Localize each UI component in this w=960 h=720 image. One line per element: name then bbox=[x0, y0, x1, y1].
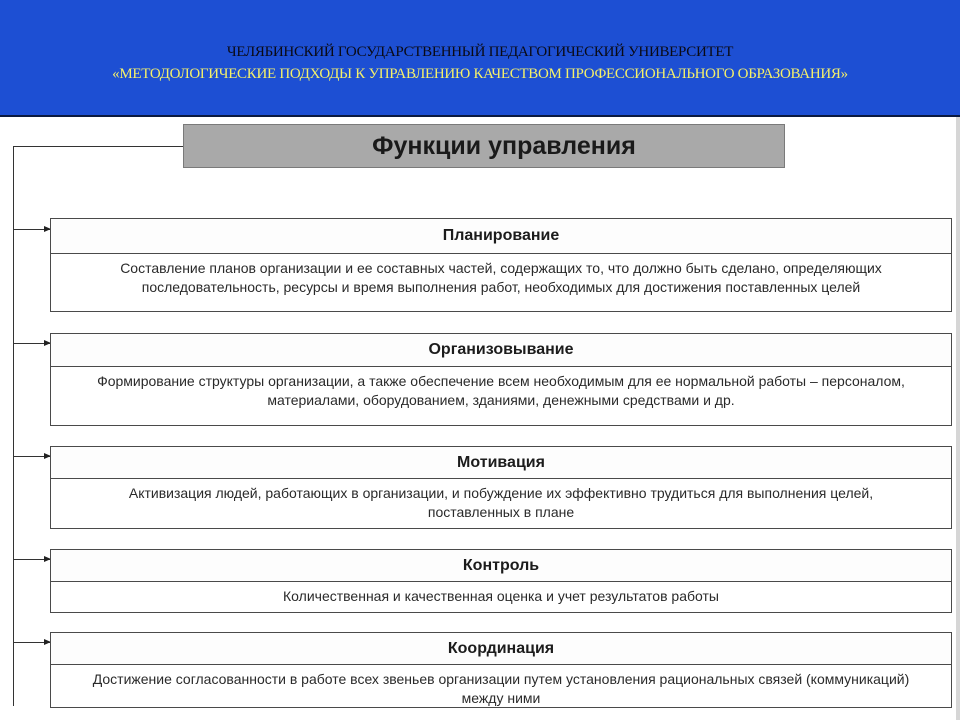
function-box-motivation bbox=[50, 446, 952, 529]
function-title: Координация bbox=[51, 633, 951, 665]
university-name: ЧЕЛЯБИНСКИЙ ГОСУДАРСТВЕННЫЙ ПЕДАГОГИЧЕСКИЙ УНИВЕРСИТЕТ bbox=[226, 44, 734, 60]
function-description: Составление планов организации и ее составных частей, содержащих то, что должно быть сделано, определяющих последовательность, ресурсы и время выполнения работ, необходимых для достижения поставленных целей bbox=[120, 260, 882, 295]
function-box-control bbox=[50, 549, 952, 613]
function-description: Формирование структуры организации, а также обеспечение всем необходимым для ее нормальной работы – персоналом, материалами, оборудованием, зданиями, денежными средствами и др. bbox=[97, 373, 905, 408]
arrow-icon bbox=[13, 343, 50, 344]
diagram-title: Функции управления bbox=[372, 131, 636, 160]
function-title: Контроль bbox=[51, 550, 951, 582]
course-title: «МЕТОДОЛОГИЧЕСКИЕ ПОДХОДЫ К УПРАВЛЕНИЮ КАЧЕСТВОМ ПРОФЕССИОНАЛЬНОГО ОБРАЗОВАНИЯ» bbox=[112, 66, 848, 82]
function-title: Планирование bbox=[51, 219, 951, 254]
function-description: Активизация людей, работающих в организации, и побуждение их эффективно трудиться для выполнения целей, поставленных в плане bbox=[128, 485, 874, 520]
function-box-organizing bbox=[50, 333, 952, 426]
connector-line-vertical bbox=[13, 146, 14, 706]
function-title: Организовывание bbox=[51, 334, 951, 367]
slide-header bbox=[0, 0, 960, 117]
function-description: Количественная и качественная оценка и учет результатов работы bbox=[283, 588, 719, 604]
arrow-icon bbox=[13, 642, 50, 643]
arrow-icon bbox=[13, 229, 50, 230]
right-edge-divider bbox=[956, 117, 960, 720]
function-box-coordination bbox=[50, 632, 952, 708]
arrow-icon bbox=[13, 559, 50, 560]
function-description: Достижение согласованности в работе всех звеньев организации путем установления рациональных связей (коммуникаций) между ними bbox=[92, 671, 910, 706]
arrow-icon bbox=[13, 456, 50, 457]
function-box-planning bbox=[50, 218, 952, 312]
diagram-title-box bbox=[183, 124, 785, 168]
connector-line-top bbox=[13, 146, 183, 147]
function-title: Мотивация bbox=[51, 447, 951, 479]
